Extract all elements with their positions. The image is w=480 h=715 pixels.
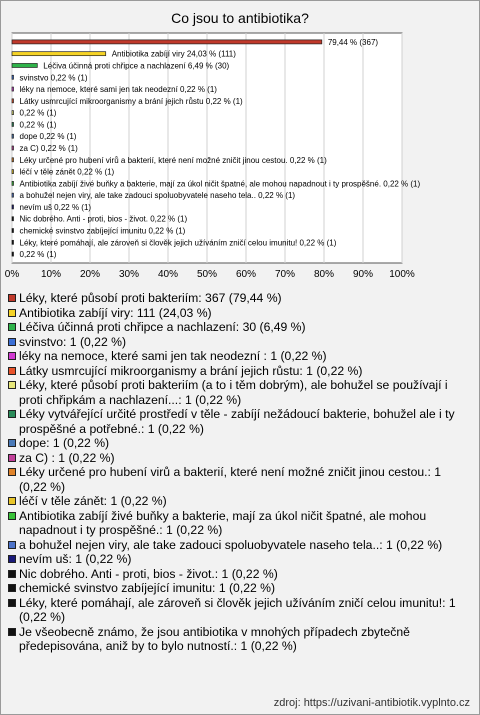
legend-item <box>8 538 472 553</box>
legend-swatch <box>8 497 16 505</box>
bar <box>12 75 14 79</box>
bar-label: Antibiotika zabíjí živé buňky a bakterie, mají za úkol ničit špatné, ale mohou napadnout i ty prospěšné. 0,22 % (1) <box>19 179 421 189</box>
x-tick-label: 0% <box>4 269 20 280</box>
legend-item <box>8 509 472 538</box>
legend-item <box>8 567 472 582</box>
legend-label: dope: 1 (0,22 %) <box>19 436 110 450</box>
legend-swatch <box>8 584 16 592</box>
x-tick-label: 20% <box>79 269 101 280</box>
legend-swatch <box>8 439 16 447</box>
legend-item <box>8 581 472 596</box>
legend-swatch <box>8 628 16 636</box>
legend-swatch <box>8 468 16 476</box>
bar <box>12 158 14 162</box>
legend-label: svinstvo: 1 (0,22 %) <box>19 334 127 349</box>
bar <box>12 229 14 233</box>
bar-label: Léky, které pomáhají, ale zároveň si člověk jejich užíváním zničí celou imunitu! 0,22 % (1) <box>19 238 337 248</box>
source-credit: zdroj: https://uzivani-antibiotik.vyplnto.cz <box>273 697 470 709</box>
bar <box>12 134 14 138</box>
bar-label: léčí v těle zánět 0,22 % (1) <box>19 167 115 177</box>
bar-label: dope 0,22 % (1) <box>19 132 77 142</box>
legend-label: Nic dobrého. Anti - proti, bios - život.: 1 (0,22 %) <box>19 566 278 581</box>
legend-item <box>8 364 472 379</box>
x-tick-label: 80% <box>313 269 335 280</box>
legend-swatch <box>8 381 16 389</box>
bar <box>12 122 14 126</box>
x-tick-label: 50% <box>196 269 218 280</box>
legend-swatch <box>8 570 16 578</box>
legend-label: chemické svinstvo zabíjející imunitu: 1 (0,22 %) <box>19 581 276 595</box>
legend-label: Léčiva účinná proti chřipce a nachlazení: 30 (6,49 %) <box>19 320 306 334</box>
x-tick-label: 90% <box>352 269 374 280</box>
bar-label: za C) 0,22 % (1) <box>19 144 78 153</box>
legend-swatch <box>8 294 16 302</box>
legend-label: Je všeobecně známo, že jsou antibiotika v mnohých případech zbytečně předepisována, aniž by to bylo nutností.: 1 (0,22 %) <box>19 624 410 653</box>
legend-swatch <box>8 512 16 520</box>
legend-label: a bohužel nejen viry, ale take zadouci spoluobyvatele naseho tela..: 1 (0,22 %) <box>19 537 443 552</box>
legend-label: Léky, které působí proti bakteriím: 367 (79,44 %) <box>19 291 282 305</box>
legend-swatch <box>8 555 16 563</box>
bar <box>12 99 14 103</box>
legend-item <box>8 291 472 306</box>
legend-swatch <box>8 367 16 375</box>
bar-label: Nic dobrého. Anti - proti, bios - život. 0,22 % (1) <box>19 214 188 224</box>
bar-label: léky na nemoce, které sami jen tak neodezní 0,22 % (1) <box>19 85 217 95</box>
bar <box>12 146 14 150</box>
legend-label: nevím uš: 1 (0,22 %) <box>19 552 132 566</box>
legend-swatch <box>8 454 16 462</box>
bar <box>12 205 14 209</box>
bar-label: Látky usmrcující mikroorganismy a brání jejich růstu 0,22 % (1) <box>19 96 243 106</box>
bar-chart <box>0 0 480 290</box>
x-tick-label: 10% <box>40 269 62 280</box>
bar <box>12 52 106 56</box>
legend-label: Látky usmrcující mikroorganismy a brání jejich růstu: 1 (0,22 %) <box>19 363 363 378</box>
bar-label: chemické svinstvo zabíjející imunitu 0,22 % (1) <box>19 226 186 236</box>
bar-label: 0,22 % (1) <box>19 250 57 260</box>
bar <box>12 63 37 67</box>
bar <box>12 111 14 115</box>
legend-label: Léky určené pro hubení virů a bakterií, které není možné zničit jinou cestou.: 1 (0,22 %) <box>19 465 442 494</box>
x-tick-label: 30% <box>118 269 140 280</box>
bar-label: nevím uš 0,22 % (1) <box>19 202 92 212</box>
bar <box>12 40 322 44</box>
x-tick-label: 100% <box>389 269 415 280</box>
bar-label: a bohužel nejen viry, ale take zadouci spoluobyvatele naseho tela.. 0,22 % (1) <box>19 191 296 201</box>
bar <box>12 240 14 244</box>
legend-item <box>8 552 472 567</box>
bar <box>12 181 14 185</box>
legend-item <box>8 320 472 335</box>
bar-label: 0,22 % (1) <box>19 120 57 130</box>
legend-label: Antibiotika zabíjí živé buňky a bakterie, mají za úkol ničit špatné, ale mohou napadnout i ty prospěšné.: 1 (0,22 %) <box>19 508 427 537</box>
bar <box>12 217 14 221</box>
legend-item <box>8 465 472 494</box>
legend-swatch <box>8 541 16 549</box>
bar <box>12 87 14 91</box>
legend-item <box>8 335 472 350</box>
bar-label: Antibiotika zabíjí viry 24,03 % (111) <box>111 49 236 59</box>
legend-swatch <box>8 338 16 346</box>
bar-label: svinstvo 0,22 % (1) <box>19 73 88 83</box>
legend-item <box>8 378 472 407</box>
x-tick-label: 40% <box>157 269 179 280</box>
legend-label: Léky, které pomáhají, ale zároveň si člověk jejich užíváním zničí celou imunitu!: 1 (0,22 %) <box>19 595 456 624</box>
x-tick-label: 60% <box>235 269 257 280</box>
chart-legend <box>8 291 472 654</box>
legend-swatch <box>8 323 16 331</box>
legend-item <box>8 407 472 436</box>
x-tick-label: 70% <box>274 269 296 280</box>
legend-label: léčí v těle zánět: 1 (0,22 %) <box>19 494 167 508</box>
legend-item <box>8 596 472 625</box>
legend-label: Léky vytvářející určité prostředí v těle - zabíjí nežádoucí bakterie, bohužel ale i ty prospěšné a potřebné.: 1 (0,22 %) <box>19 407 455 436</box>
legend-label: za C) : 1 (0,22 %) <box>19 450 115 465</box>
legend-item <box>8 349 472 364</box>
legend-label: léky na nemoce, které sami jen tak neodezní : 1 (0,22 %) <box>19 349 327 363</box>
bar-label: 79,44 % (367) <box>327 37 379 47</box>
legend-label: Léky, které působí proti bakteriím (a to i těm dobrým), ale bohužel se používají i proti chřipkám a nachlazení...: 1 (0,22 %) <box>19 378 448 407</box>
bar <box>12 170 14 174</box>
legend-swatch <box>8 410 16 418</box>
chart-title: Co jsou to antibiotika? <box>171 10 309 26</box>
legend-swatch <box>8 309 16 317</box>
legend-swatch <box>8 599 16 607</box>
legend-item <box>8 306 472 321</box>
bar-label: 0,22 % (1) <box>19 108 57 118</box>
legend-swatch <box>8 352 16 360</box>
legend-item <box>8 494 472 509</box>
bar <box>12 193 14 197</box>
legend-item <box>8 451 472 466</box>
legend-item <box>8 436 472 451</box>
legend-item <box>8 625 472 654</box>
bar <box>12 252 14 256</box>
bar-label: Léky určené pro hubení virů a bakterií, které není možné zničit jinou cestou. 0,22 % (1) <box>19 155 327 165</box>
bar-label: Léčiva účinná proti chřipce a nachlazení 6,49 % (30) <box>43 61 230 71</box>
legend-label: Antibiotika zabíjí viry: 111 (24,03 %) <box>19 305 212 320</box>
